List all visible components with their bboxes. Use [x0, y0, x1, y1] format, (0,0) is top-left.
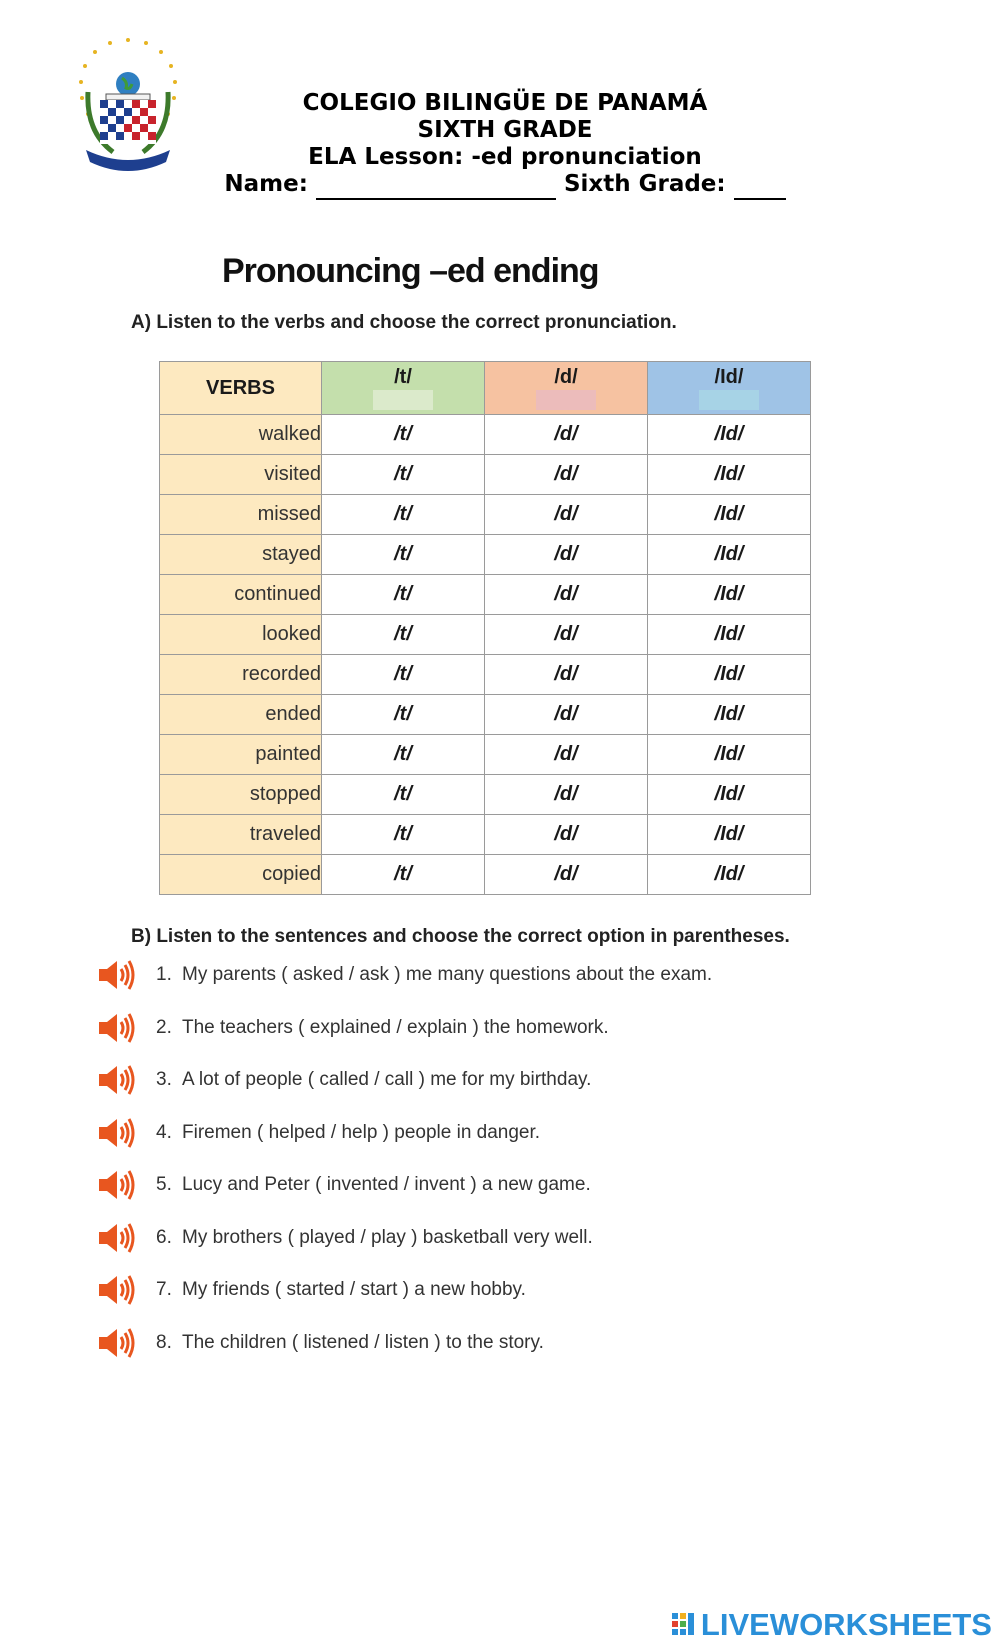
- id-option[interactable]: /Id/: [648, 855, 811, 895]
- sentence-item: [96, 1008, 609, 1048]
- verbs-column-header: VERBS: [160, 362, 322, 415]
- liveworksheets-brand: [671, 1607, 992, 1643]
- verb-cell: continued: [160, 575, 322, 615]
- brand-text: LIVEWORKSHEETS: [700, 1607, 992, 1642]
- sentence-number: 7.: [156, 1279, 172, 1300]
- speaker-icon[interactable]: [96, 1325, 136, 1361]
- table-row: [160, 615, 811, 655]
- section-b-instruction: B) Listen to the sentences and choose the correct option in parentheses.: [131, 926, 790, 947]
- liveworksheets-logo-icon: [671, 1611, 697, 1639]
- id-option[interactable]: /Id/: [648, 415, 811, 455]
- verb-cell: stayed: [160, 535, 322, 575]
- speaker-icon[interactable]: [96, 1115, 136, 1151]
- t-answer-slot[interactable]: [373, 390, 433, 410]
- verb-cell: visited: [160, 455, 322, 495]
- sentence-text: The teachers ( explained / explain ) the homework.: [182, 1016, 609, 1038]
- d-column-header: [485, 362, 648, 415]
- d-option[interactable]: /d/: [485, 775, 648, 815]
- t-option[interactable]: /t/: [322, 415, 485, 455]
- t-option[interactable]: /t/: [322, 455, 485, 495]
- id-option[interactable]: /Id/: [648, 455, 811, 495]
- worksheet-title: Pronouncing –ed ending: [222, 252, 599, 290]
- t-option[interactable]: /t/: [322, 615, 485, 655]
- t-option[interactable]: /t/: [322, 535, 485, 575]
- d-option[interactable]: /d/: [485, 615, 648, 655]
- id-option[interactable]: /Id/: [648, 535, 811, 575]
- worksheet-header: [180, 90, 830, 200]
- d-option[interactable]: /d/: [485, 495, 648, 535]
- t-option[interactable]: /t/: [322, 735, 485, 775]
- t-column-header: [322, 362, 485, 415]
- sentence-text: Firemen ( helped / help ) people in danger.: [182, 1121, 541, 1143]
- d-option[interactable]: /d/: [485, 575, 648, 615]
- school-logo: [68, 32, 188, 172]
- id-column-header: [648, 362, 811, 415]
- t-header-label: /t/: [394, 366, 412, 388]
- grade-blank: [734, 171, 786, 200]
- table-row: [160, 415, 811, 455]
- table-row: [160, 695, 811, 735]
- table-header-row: [160, 362, 811, 415]
- sentence-item: [96, 955, 712, 995]
- id-option[interactable]: /Id/: [648, 735, 811, 775]
- d-option[interactable]: /d/: [485, 815, 648, 855]
- speaker-icon[interactable]: [96, 1010, 136, 1046]
- id-option[interactable]: /Id/: [648, 655, 811, 695]
- verb-cell: recorded: [160, 655, 322, 695]
- sentence-number: 5.: [156, 1174, 172, 1195]
- table-row: [160, 455, 811, 495]
- d-option[interactable]: /d/: [485, 695, 648, 735]
- table-row: [160, 655, 811, 695]
- id-option[interactable]: /Id/: [648, 575, 811, 615]
- table-row: [160, 815, 811, 855]
- id-option[interactable]: /Id/: [648, 495, 811, 535]
- verb-cell: ended: [160, 695, 322, 735]
- table-row: [160, 775, 811, 815]
- sentence-number: 2.: [156, 1016, 172, 1038]
- sentence-item: [96, 1165, 591, 1205]
- name-line: [180, 171, 830, 200]
- t-option[interactable]: /t/: [322, 855, 485, 895]
- sentence-item: [96, 1270, 526, 1310]
- d-option[interactable]: /d/: [485, 455, 648, 495]
- id-answer-slot[interactable]: [699, 390, 759, 410]
- section-a-instruction: A) Listen to the verbs and choose the correct pronunciation.: [131, 312, 677, 333]
- verb-cell: looked: [160, 615, 322, 655]
- t-option[interactable]: /t/: [322, 775, 485, 815]
- sentence-text: A lot of people ( called / call ) me for my birthday.: [182, 1069, 592, 1090]
- id-option[interactable]: /Id/: [648, 775, 811, 815]
- sentence-text: My brothers ( played / play ) basketball very well.: [182, 1226, 593, 1248]
- verb-cell: walked: [160, 415, 322, 455]
- sentence-number: 4.: [156, 1121, 172, 1143]
- speaker-icon[interactable]: [96, 1220, 136, 1256]
- id-option[interactable]: /Id/: [648, 695, 811, 735]
- lesson-title: ELA Lesson: -ed pronunciation: [308, 144, 702, 170]
- speaker-icon[interactable]: [96, 1062, 136, 1098]
- verb-cell: stopped: [160, 775, 322, 815]
- d-option[interactable]: /d/: [485, 735, 648, 775]
- d-option[interactable]: /d/: [485, 855, 648, 895]
- sentence-item: [96, 1113, 540, 1153]
- sentence-text: The children ( listened / listen ) to the story.: [182, 1331, 544, 1353]
- sentence-number: 3.: [156, 1069, 172, 1090]
- verb-cell: traveled: [160, 815, 322, 855]
- name-label: Name:: [224, 171, 308, 197]
- sentence-text: My friends ( started / start ) a new hobby.: [182, 1279, 526, 1300]
- sentence-text: My parents ( asked / ask ) me many questions about the exam.: [182, 964, 713, 985]
- verb-cell: missed: [160, 495, 322, 535]
- grade-label: Sixth Grade:: [563, 171, 726, 197]
- verbs-table: [159, 361, 811, 895]
- sentence-number: 6.: [156, 1226, 172, 1248]
- sentence-item: [96, 1218, 593, 1258]
- t-option[interactable]: /t/: [322, 495, 485, 535]
- sentence-number: 8.: [156, 1331, 172, 1353]
- table-row: [160, 855, 811, 895]
- d-header-label: /d/: [554, 366, 578, 388]
- t-option[interactable]: /t/: [322, 655, 485, 695]
- sentence-item: [96, 1323, 544, 1363]
- d-answer-slot[interactable]: [536, 390, 596, 410]
- sentence-number: 1.: [156, 964, 172, 985]
- verb-cell: painted: [160, 735, 322, 775]
- id-header-label: /Id/: [714, 366, 744, 388]
- id-option[interactable]: /Id/: [648, 615, 811, 655]
- sentence-text: Lucy and Peter ( invented / invent ) a new game.: [182, 1174, 591, 1195]
- grade-title: SIXTH GRADE: [417, 117, 593, 143]
- speaker-icon[interactable]: [96, 957, 136, 993]
- table-row: [160, 735, 811, 775]
- t-option[interactable]: /t/: [322, 695, 485, 735]
- school-name: COLEGIO BILINGÜE DE PANAMÁ: [302, 90, 708, 116]
- t-option[interactable]: /t/: [322, 815, 485, 855]
- table-row: [160, 575, 811, 615]
- t-option[interactable]: /t/: [322, 575, 485, 615]
- name-blank: [316, 171, 556, 200]
- verb-cell: copied: [160, 855, 322, 895]
- speaker-icon[interactable]: [96, 1272, 136, 1308]
- d-option[interactable]: /d/: [485, 535, 648, 575]
- id-option[interactable]: /Id/: [648, 815, 811, 855]
- table-row: [160, 495, 811, 535]
- d-option[interactable]: /d/: [485, 415, 648, 455]
- table-row: [160, 535, 811, 575]
- sentence-item: [96, 1060, 591, 1100]
- speaker-icon[interactable]: [96, 1167, 136, 1203]
- d-option[interactable]: /d/: [485, 655, 648, 695]
